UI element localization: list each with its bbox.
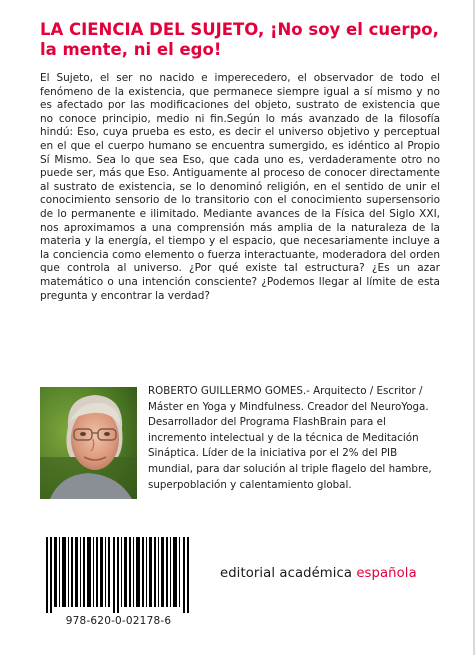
barcode-area: [40, 531, 197, 641]
barcode-image: [46, 537, 191, 613]
author-bio: ROBERTO GUILLERMO GOMES.- Arquitecto / Escritor / Máster en Yoga y Mindfulness. Creador del NeuroYoga. Desarrollador del Programa FlashBrain para el incremento intelectual y de la técnica de Meditación Sináptica. Líder de la iniciativa por el 2% del PIB mundial, para dar solución al triple flagelo del hambre, superpoblación y calentamiento global.: [148, 385, 432, 491]
author-photo: [40, 387, 137, 499]
book-title: LA CIENCIA DEL SUJETO, ¡No soy el cuerpo, la mente, ni el ego!: [40, 20, 439, 59]
author-portrait-image: [40, 387, 137, 499]
publisher-logo: [220, 566, 417, 581]
publisher-name: editorial académica: [220, 566, 357, 581]
isbn-number: 978-620-0-02178-6: [65, 615, 172, 627]
book-blurb: El Sujeto, el ser no nacido e imperecedero, el observador de todo el fenómeno de la existencia, que permanece siempre igual a sí mismo y no es afectado por las modificaciones del objeto, sustrato de existencia que no conoce principio, medio ni fin.Según lo más avanzado de la filosofía hindú: Eso, cuya prueba es esto, es decir el universo objetivo y perceptual en el que el cuerpo humano se encuentra sumergido, es idéntico al Propio Sí Mismo. Sea lo que sea Eso, que cada uno es, verdaderamente otro no puede ser, más que Eso. Antiguamente al proceso de conocer directamente al sustrato de existencia, se lo denominó religión, en el sentido de unir el conocimiento sensorio de lo transitorio con el conocimiento supersensorio de lo permanente e ilimitado. Mediante avances de la Física del Siglo XXI, nos aproximamos a una comprensión más amplia de la naturaleza de la materia y la energía, el tiempo y el espacio, que necesariamente incluye a la conciencia como elemento o fuerza interactuante, moderadora del orden que controla al universo. ¿Por qué existe tal estructura? ¿Es un azar matemático o una intención consciente? ¿Podemos llegar al límite de esta pregunta y encontrar la verdad?: [40, 72, 440, 302]
publisher-name-accent: española: [356, 566, 417, 581]
